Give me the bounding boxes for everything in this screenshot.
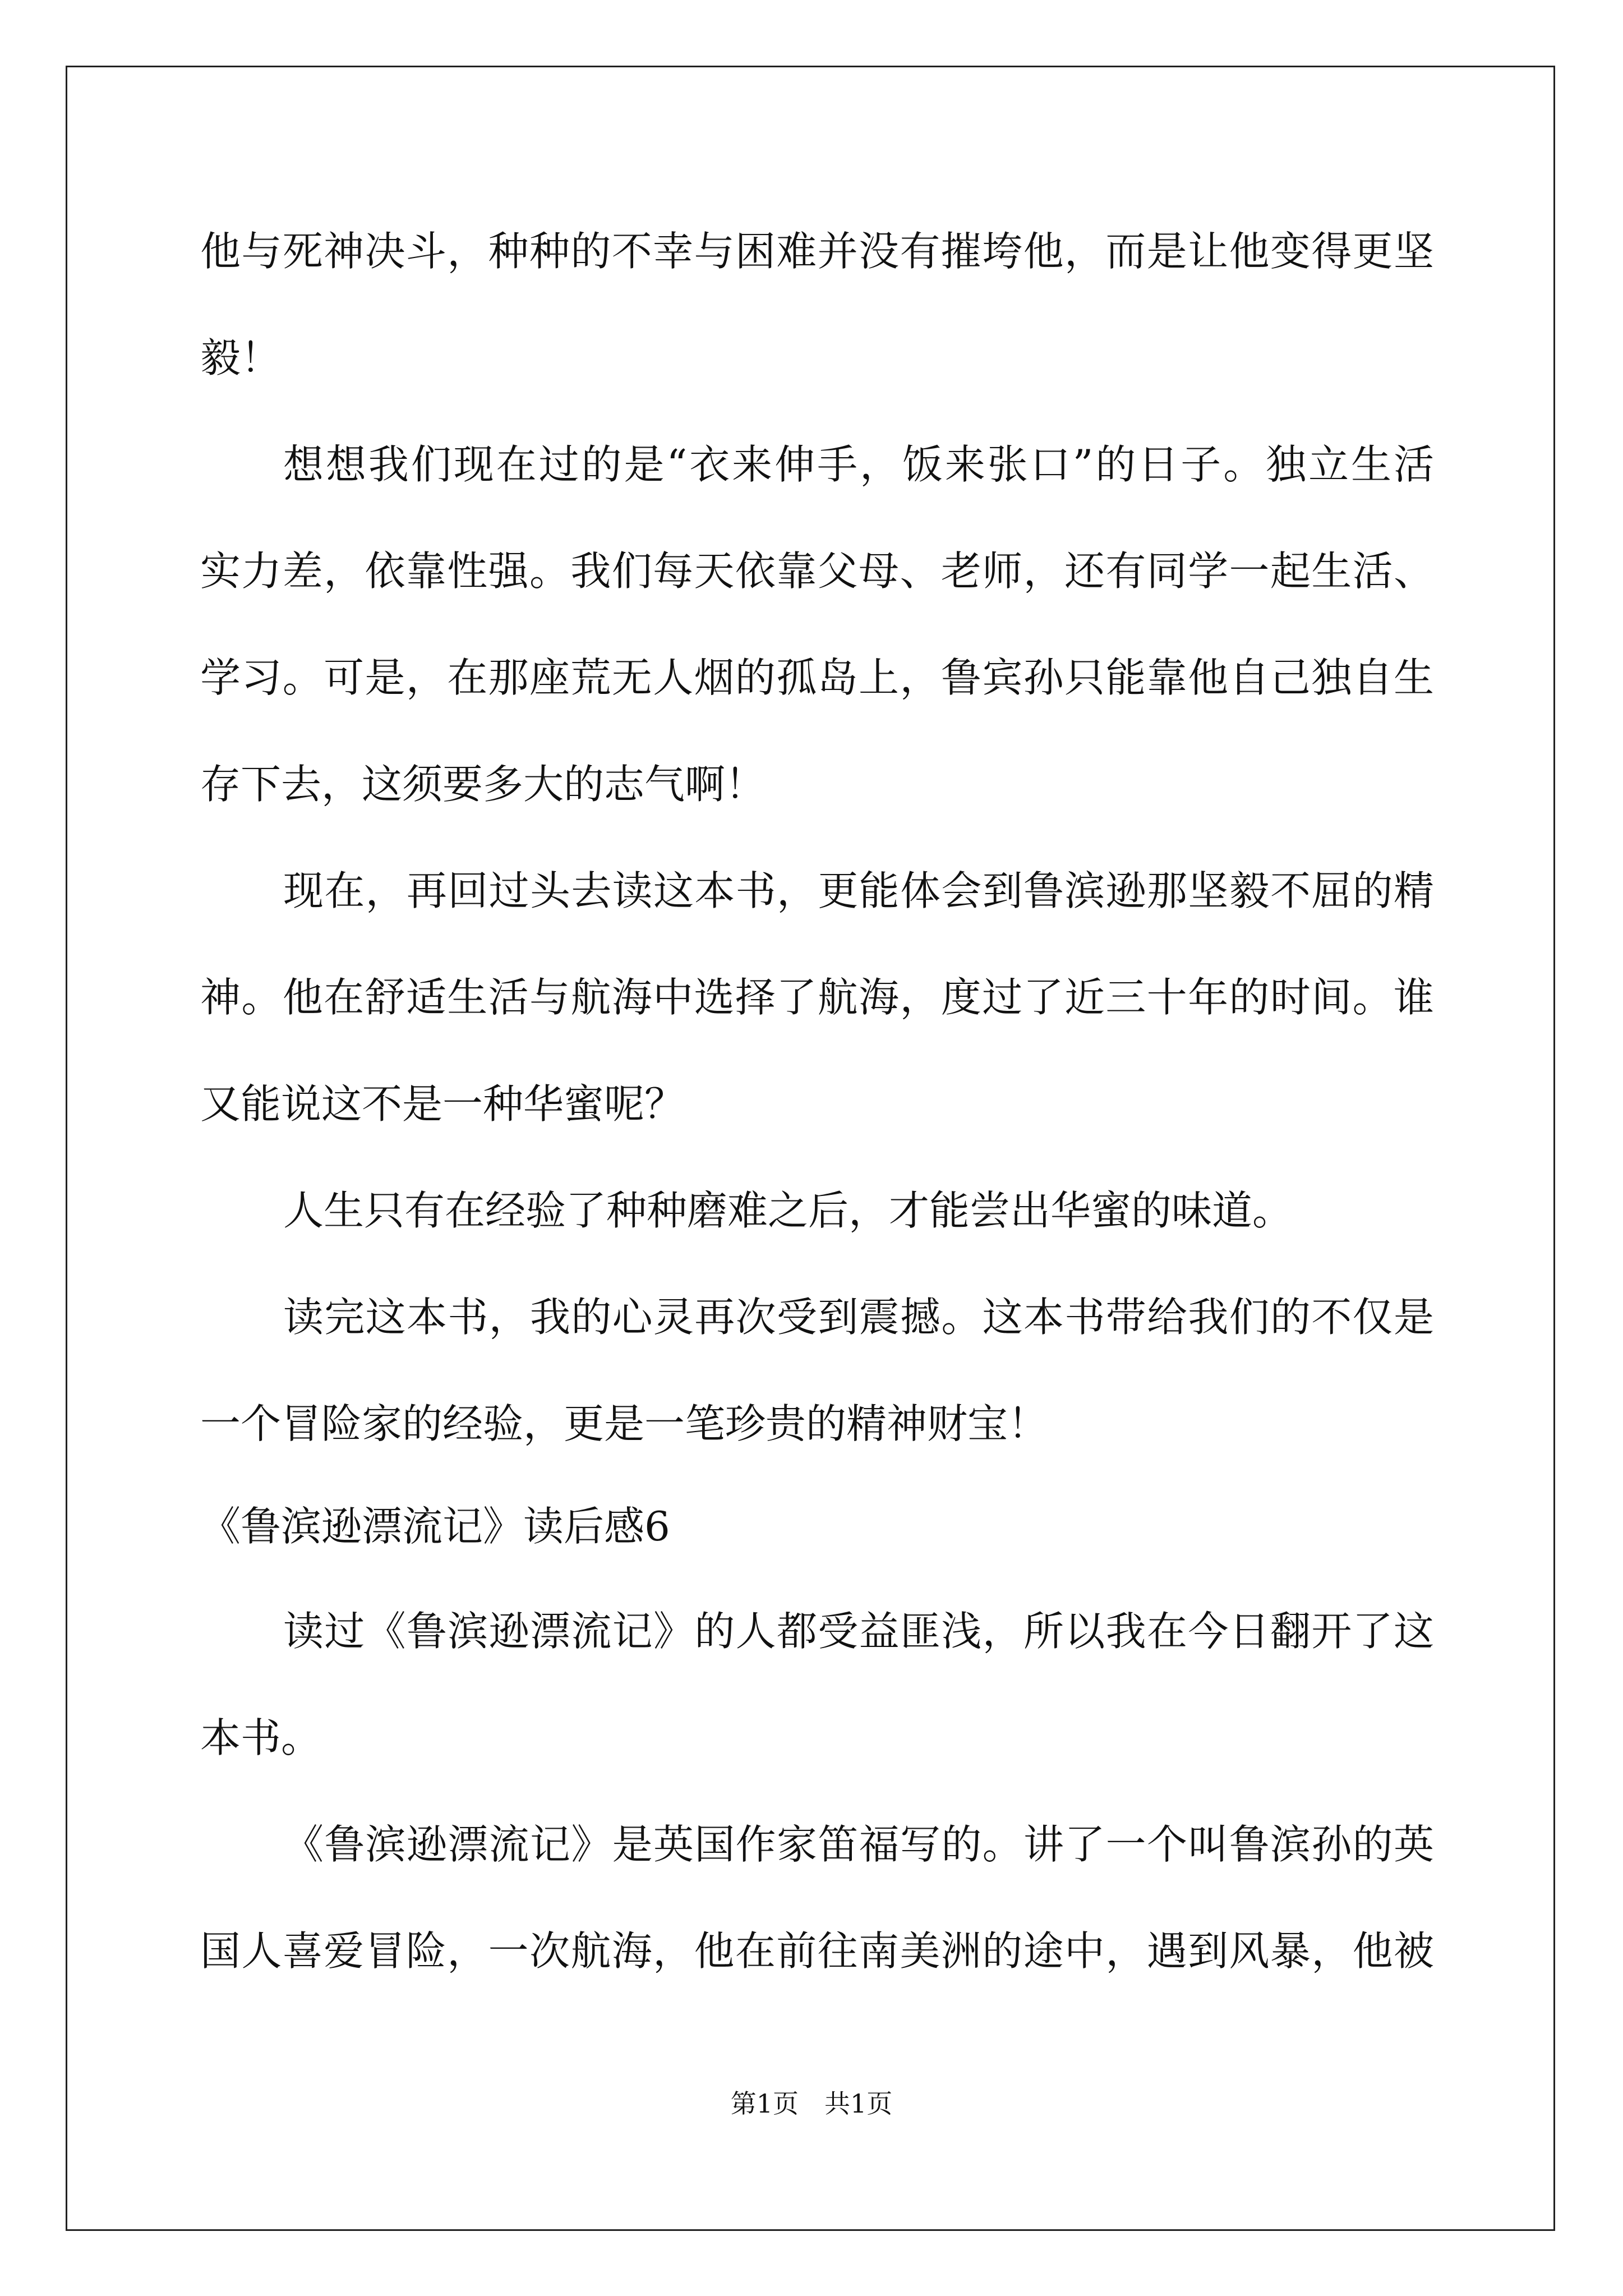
text-line: 神。他在舒适生活与航海中选择了航海，度过了近三十年的时间。谁	[200, 974, 1434, 1021]
text-line: 存下去，这须要多大的志气啊！	[200, 761, 766, 808]
text-line: 他与死神决斗，种种的不幸与困难并没有摧垮他，而是让他变得更坚	[200, 228, 1434, 275]
text-line: 现在，再回过头去读这本书，更能体会到鲁滨逊那坚毅不屈的精	[283, 867, 1434, 914]
text-line: 《鲁滨逊漂流记》是英国作家笛福写的。讲了一个叫鲁滨孙的英	[283, 1821, 1434, 1868]
text-line: 实力差，依靠性强。我们每天依靠父母、老师，还有同学一起生活、	[200, 547, 1434, 595]
section-heading: 《鲁滨逊漂流记》读后感6	[200, 1503, 670, 1550]
text-line: 又能说这不是一种华蜜呢？	[200, 1080, 685, 1128]
text-line: 国人喜爱冒险，一次航海，他在前往南美洲的途中，遇到风暴，他被	[200, 1927, 1434, 1975]
text-line: 一个冒险家的经验，更是一笔珍贵的精神财宝！	[200, 1400, 1049, 1447]
page-border	[66, 66, 1555, 2231]
text-line: 读完这本书，我的心灵再次受到震撼。这本书带给我们的不仅是	[283, 1294, 1434, 1341]
page-footer: 第1页 共1页	[730, 2088, 893, 2119]
text-line: 人生只有在经验了种种磨难之后，才能尝出华蜜的味道。	[283, 1187, 1293, 1234]
text-line: 读过《鲁滨逊漂流记》的人都受益匪浅，所以我在今日翻开了这	[283, 1608, 1434, 1655]
text-line: 想想我们现在过的是“衣来伸手，饭来张口”的日子。独立生活	[283, 441, 1434, 488]
text-line: 学习。可是，在那座荒无人烟的孤岛上，鲁宾孙只能靠他自己独自生	[200, 654, 1434, 701]
text-line: 毅！	[200, 334, 282, 381]
text-line: 本书。	[200, 1714, 322, 1761]
